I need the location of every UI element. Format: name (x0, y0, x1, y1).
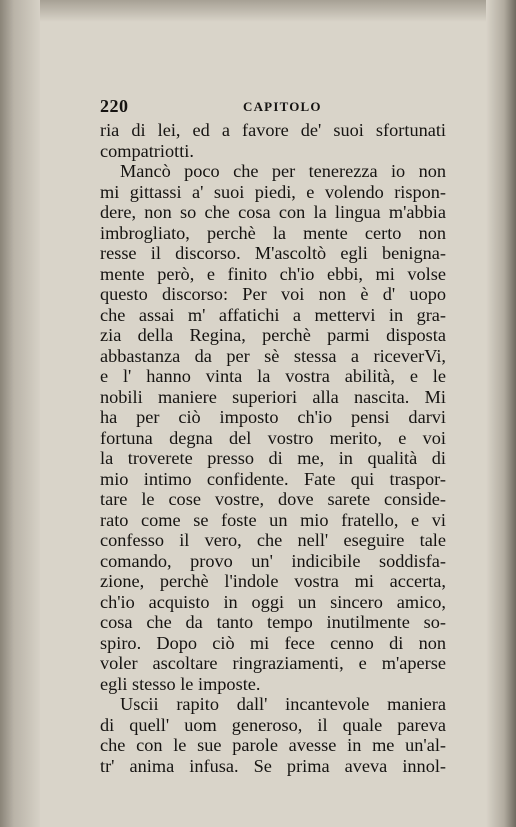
book-edge-right (486, 0, 516, 827)
text-line: resse il discorso. M'ascoltò egli benigna- (100, 243, 446, 263)
text-line: dere, non so che cosa con la lingua m'abbia (100, 202, 446, 222)
page-header (100, 96, 446, 120)
text-line: e l' hanno vinta la vostra abilità, e le (100, 366, 446, 386)
text-line: tr' anima infusa. Se prima aveva innol- (100, 755, 446, 776)
text-line: fortuna degna del vostro merito, e voi (100, 427, 446, 448)
page-number: 220 (100, 96, 129, 116)
text-line: nobili maniere superiori alla nascita. Mi (100, 386, 446, 407)
text-line: mio intimo confidente. Fate qui traspor- (100, 468, 446, 489)
text-line: di quell' uom generoso, il quale pareva (100, 714, 446, 735)
text-line: mi gittassi a' suoi piedi, e volendo rispon- (100, 181, 446, 202)
text-line: abbastanza da per sè stessa a riceverVi, (100, 345, 446, 366)
text-line: ha per ciò imposto ch'io pensi darvi (100, 407, 446, 427)
page-top-shadow (0, 0, 516, 22)
text-line: Mancò poco che per tenerezza io non (120, 161, 446, 181)
text-line: confesso il vero, che nell' eseguire tale (100, 530, 446, 550)
text-line: cosa che da tanto tempo inutilmente so- (100, 612, 446, 632)
text-line: spiro. Dopo ciò mi fece cenno di non (100, 632, 446, 653)
text-line: rato come se foste un mio fratello, e vi (100, 509, 446, 530)
text-line: voler ascoltare ringraziamenti, e m'aperse (100, 653, 446, 673)
text-line: imbrogliato, perchè la mente certo non (100, 222, 446, 243)
text-line: zione, perchè l'indole vostra mi accerta, (100, 571, 446, 591)
text-line: ch'io acquisto in oggi un sincero amico, (100, 591, 446, 612)
text-line: mente però, e finito ch'io ebbi, mi volse (100, 263, 446, 284)
text-line: comando, provo un' indicibile soddisfa- (100, 550, 446, 571)
text-line: compatriotti. (100, 140, 194, 161)
text-line: tare le cose vostre, dove sarete conside- (100, 489, 446, 509)
text-line: la troverete presso di me, in qualità di (100, 448, 446, 468)
text-line: zia della Regina, perchè parmi disposta (100, 325, 446, 345)
book-gutter-left (0, 0, 40, 827)
text-line: questo discorso: Per voi non è d' uopo (100, 284, 446, 304)
body-text (100, 120, 446, 776)
text-line: Uscii rapito dall' incantevole maniera (120, 694, 446, 714)
text-line: che assai m' affatichi a mettervi in gra- (100, 304, 446, 325)
text-line: che con le sue parole avesse in me un'al- (100, 735, 446, 755)
book-page (100, 96, 446, 776)
text-line: egli stesso le imposte. (100, 673, 261, 694)
running-head: CAPITOLO (243, 99, 322, 114)
text-line: ria di lei, ed a favore de' suoi sfortunati (100, 120, 446, 140)
